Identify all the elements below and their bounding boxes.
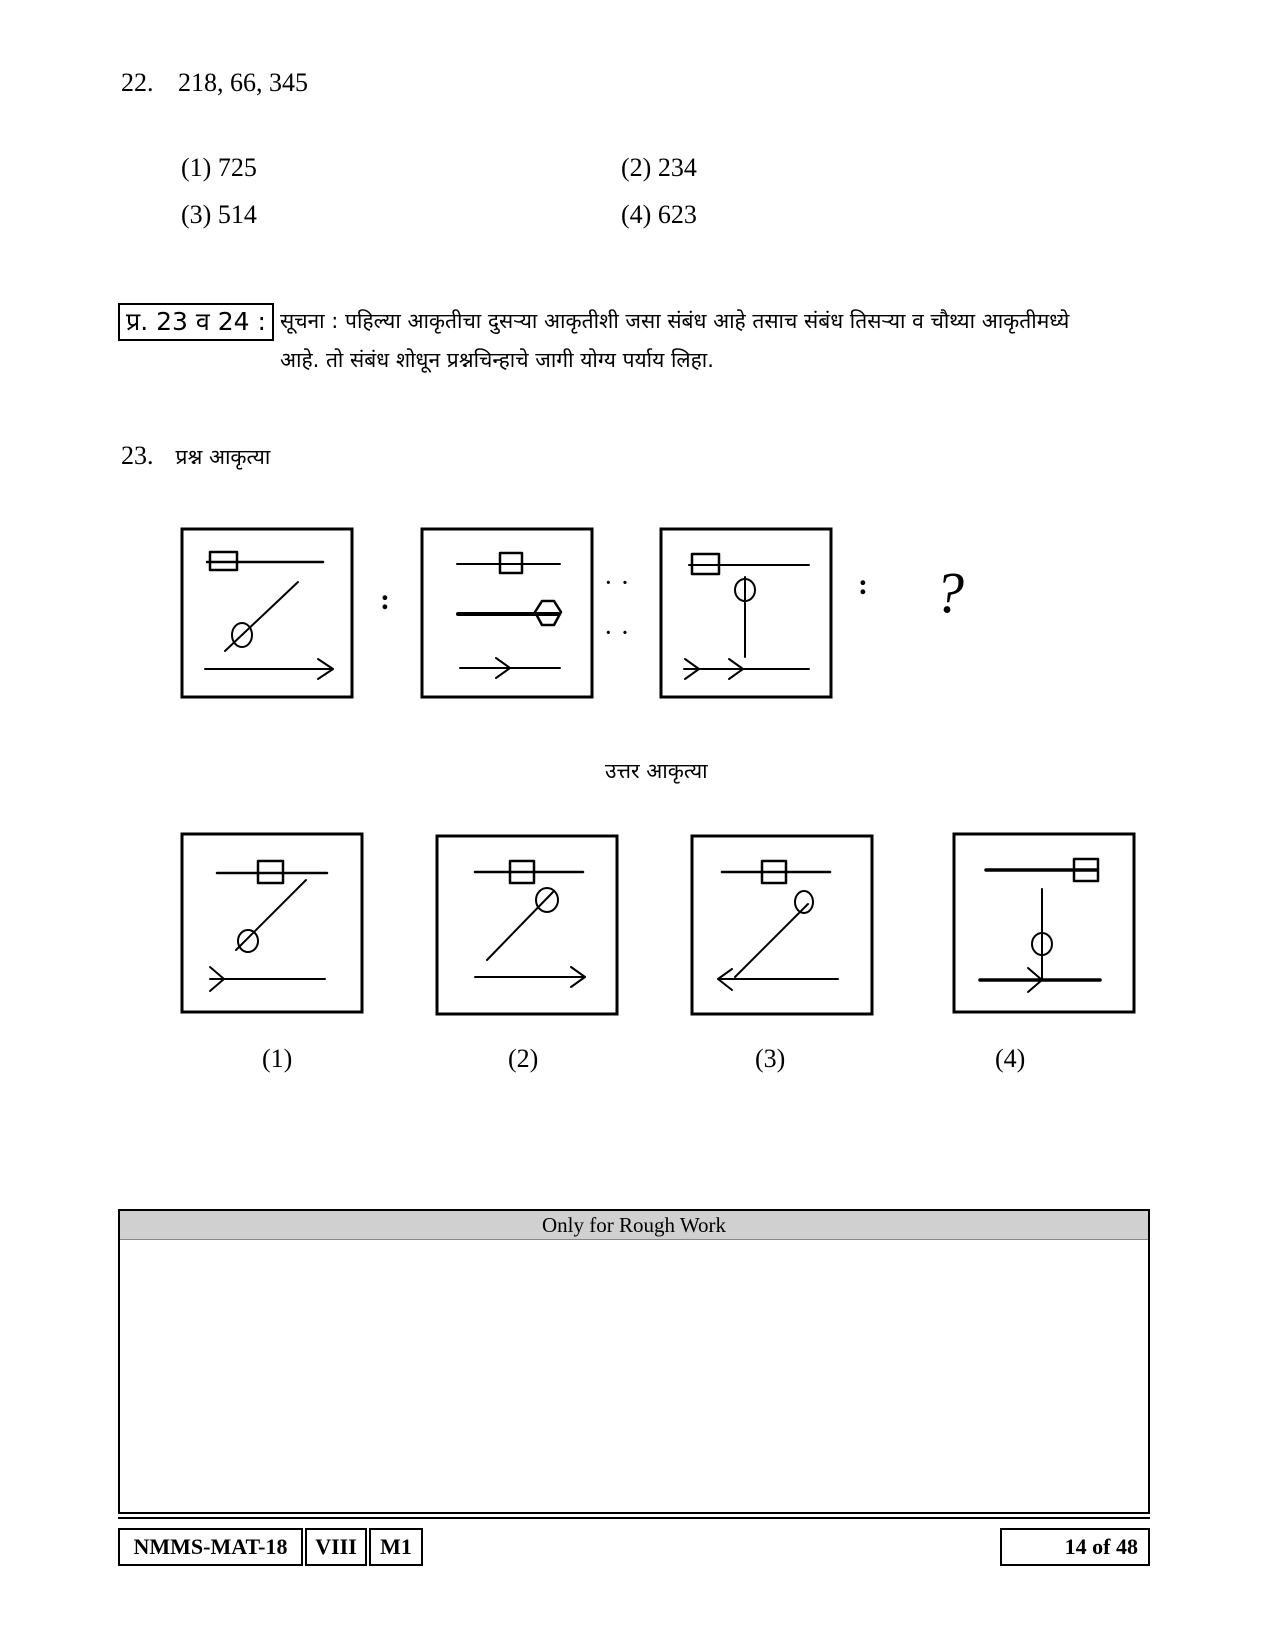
answer-label-1[interactable]: (1) bbox=[262, 1044, 293, 1073]
footer-medium: M1 bbox=[369, 1528, 423, 1566]
answer-figure-4[interactable] bbox=[952, 832, 1137, 1014]
answer-figure-3[interactable] bbox=[690, 834, 875, 1016]
number-series: 218, 66, 345 bbox=[178, 68, 308, 97]
question-22 bbox=[121, 68, 308, 98]
question-mark: ? bbox=[935, 560, 964, 625]
ratio-double-colon-bottom: ·· bbox=[605, 622, 639, 644]
option-4[interactable]: (4) 623 bbox=[621, 200, 697, 229]
ratio-double-colon-top: ·· bbox=[605, 572, 639, 594]
question-23 bbox=[121, 441, 270, 471]
question-number: 23. bbox=[121, 441, 154, 470]
footer-page-number: 14 of 48 bbox=[1000, 1528, 1150, 1566]
ratio-colon-1: : bbox=[380, 583, 390, 616]
question-figure-2 bbox=[420, 527, 595, 699]
option-2[interactable]: (2) 234 bbox=[621, 153, 697, 182]
answer-figures-heading: उत्तर आकृत्या bbox=[605, 759, 708, 783]
rough-work-box bbox=[118, 1209, 1150, 1514]
instruction-line-1: सूचना : पहिल्या आकृतीचा दुसऱ्या आकृतीशी जसा संबंध आहे तसाच संबंध तिसऱ्या व चौथ्या आकृतीमध्ये bbox=[280, 309, 1070, 333]
question-figure-1 bbox=[180, 527, 355, 699]
footer-paper-code: NMMS-MAT-18 bbox=[118, 1528, 303, 1566]
question-number: 22. bbox=[121, 68, 154, 97]
answer-label-3[interactable]: (3) bbox=[755, 1044, 786, 1073]
option-1[interactable]: (1) 725 bbox=[181, 153, 257, 182]
footer-rule bbox=[118, 1517, 1150, 1519]
rough-work-title: Only for Rough Work bbox=[120, 1211, 1148, 1240]
answer-figure-1[interactable] bbox=[180, 832, 365, 1014]
question-figure-3 bbox=[659, 527, 834, 699]
footer-class: VIII bbox=[305, 1528, 367, 1566]
ratio-colon-2: : bbox=[858, 568, 868, 601]
answer-label-2[interactable]: (2) bbox=[508, 1044, 539, 1073]
answer-label-4[interactable]: (4) bbox=[995, 1044, 1026, 1073]
instruction-tag: प्र. 23 व 24 : bbox=[118, 303, 274, 341]
option-3[interactable]: (3) 514 bbox=[181, 200, 257, 229]
question-figures-heading: प्रश्न आकृत्या bbox=[175, 445, 271, 469]
instruction-line-2: आहे. तो संबंध शोधून प्रश्नचिन्हाचे जागी योग्य पर्याय लिहा. bbox=[280, 348, 714, 372]
answer-figure-2[interactable] bbox=[435, 834, 620, 1016]
